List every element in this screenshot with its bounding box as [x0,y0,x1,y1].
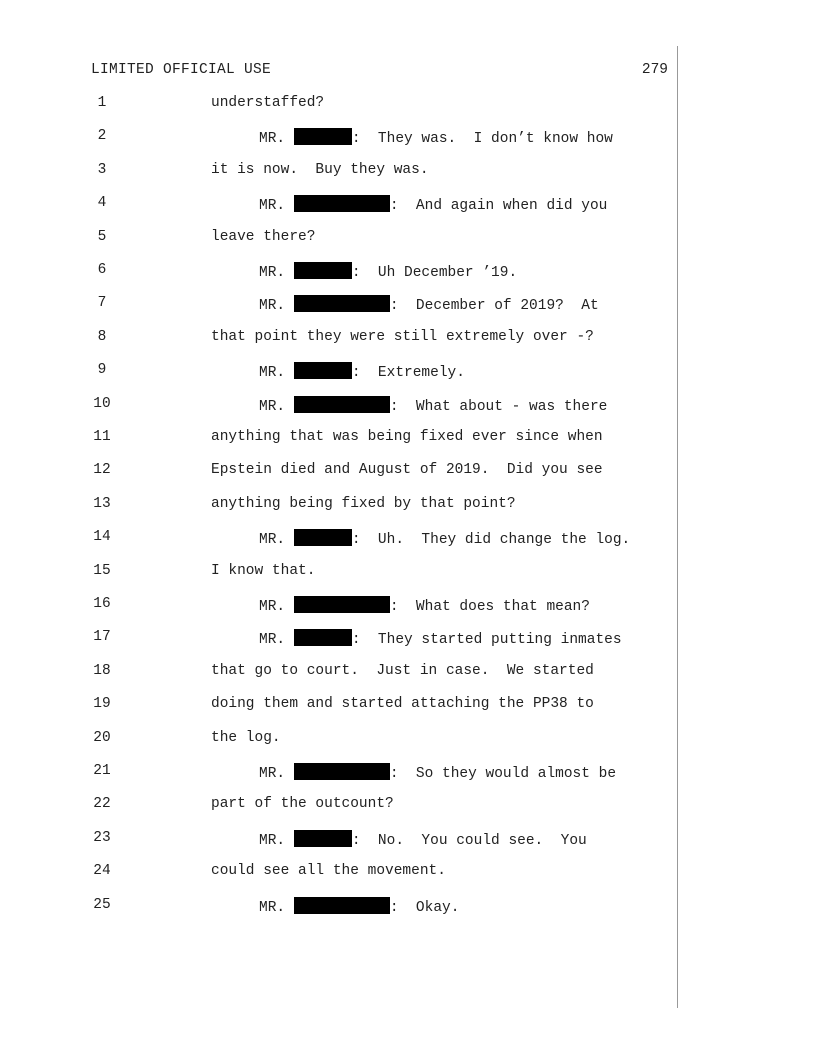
transcript-line [0,629,676,649]
spoken-text: : What does that mean? [389,599,590,615]
line-number: 3 [97,161,107,178]
transcript-line [0,128,676,148]
page-number: 279 [641,62,668,78]
line-number: 7 [97,295,107,312]
line-number: 12 [93,462,111,479]
spoken-text: : And again when did you [389,198,608,215]
line-number: 6 [97,262,107,278]
redaction-box [294,396,390,413]
redaction-box [294,629,352,646]
line-number: 15 [93,562,111,579]
spoken-text: : December of 2019? At [389,298,599,315]
line-text: I know that. [211,562,316,579]
redaction-box [294,195,390,212]
speaker-line [259,596,590,615]
speaker-prefix: MR. [259,265,286,281]
transcript-line [0,396,676,416]
speaker-prefix: MR. [259,398,286,415]
line-number: 23 [93,829,111,846]
transcript-line [0,229,676,249]
transcript-line [0,696,676,716]
right-margin-rule [677,46,678,1008]
redaction-box [294,830,352,847]
line-text: anything that was being fixed ever since when [211,429,603,445]
transcript-line [0,95,676,115]
speaker-prefix: MR. [259,599,286,615]
transcript-line [0,162,676,182]
speaker-prefix: MR. [259,632,286,649]
line-number: 8 [97,328,107,345]
line-text: that go to court. Just in case. We started [211,662,594,679]
transcript-line [0,496,676,516]
speaker-prefix: MR. [259,131,286,148]
line-number: 21 [93,763,111,779]
redaction-box [294,295,390,312]
speaker-line [259,830,587,849]
transcript-line [0,897,676,917]
redaction-box [294,529,352,546]
speaker-line [259,629,622,648]
line-number: 19 [93,696,111,713]
speaker-line [259,195,607,214]
spoken-text: : What about - was there [389,398,608,415]
redaction-box [294,897,390,914]
line-number: 10 [93,395,111,412]
transcript-line [0,262,676,282]
speaker-line [259,396,607,415]
transcript-line [0,730,676,750]
line-text: anything being fixed by that point? [211,495,516,512]
transcript-line [0,429,676,449]
line-text: leave there? [211,228,316,245]
speaker-line [259,897,459,916]
line-number: 22 [93,796,111,813]
line-number: 25 [93,896,111,913]
line-number: 2 [97,128,107,145]
transcript-line [0,462,676,482]
transcript-line [0,796,676,816]
transcript-line [0,763,676,783]
redaction-box [294,596,390,613]
line-text: Epstein died and August of 2019. Did you see [211,462,603,479]
line-number: 11 [93,429,111,445]
line-text: understaffed? [211,95,325,111]
classification-header: LIMITED OFFICIAL USE [91,62,272,78]
speaker-line [259,362,465,381]
redaction-box [294,262,352,279]
speaker-prefix: MR. [259,899,286,916]
transcript-line [0,663,676,683]
speaker-prefix: MR. [259,365,286,382]
transcript-line [0,596,676,616]
transcript-line [0,529,676,549]
line-text: doing them and started attaching the PP38 to [211,696,594,713]
speaker-line [259,128,613,147]
line-text: the log. [211,729,281,746]
spoken-text: : Extremely. [351,365,465,382]
line-number: 24 [93,863,111,880]
line-number: 4 [97,195,107,212]
line-number: 13 [93,495,111,512]
transcript-line [0,563,676,583]
spoken-text: : They started putting inmates [351,632,622,649]
speaker-prefix: MR. [259,298,286,315]
line-number: 1 [97,95,107,111]
line-number: 5 [97,228,107,245]
line-number: 14 [93,529,111,546]
line-text: it is now. Buy they was. [211,161,429,178]
line-text: could see all the movement. [211,863,446,880]
transcript-line [0,830,676,850]
line-number: 18 [93,662,111,679]
speaker-prefix: MR. [259,532,286,549]
spoken-text: : Uh. They did change the log. [351,532,631,549]
spoken-text: : No. You could see. You [351,832,587,849]
speaker-line [259,529,630,548]
line-text: part of the outcount? [211,796,394,813]
speaker-line [259,262,517,281]
spoken-text: : They was. I don’t know how [351,131,613,148]
line-number: 20 [93,729,111,746]
transcript-line [0,362,676,382]
speaker-line [259,763,616,782]
redaction-box [294,362,352,379]
transcript-line [0,863,676,883]
redaction-box [294,763,390,780]
spoken-text: : Okay. [389,899,460,916]
spoken-text: : So they would almost be [389,766,617,782]
speaker-prefix: MR. [259,832,286,849]
speaker-prefix: MR. [259,198,286,215]
transcript-line [0,295,676,315]
spoken-text: : Uh December ’19. [351,265,518,281]
line-number: 17 [93,629,111,646]
redaction-box [294,128,352,145]
speaker-prefix: MR. [259,766,286,782]
line-number: 9 [97,362,107,379]
speaker-line [259,295,599,314]
transcript-line [0,329,676,349]
line-number: 16 [93,596,111,612]
line-text: that point they were still extremely over -? [211,328,594,345]
transcript-line [0,195,676,215]
